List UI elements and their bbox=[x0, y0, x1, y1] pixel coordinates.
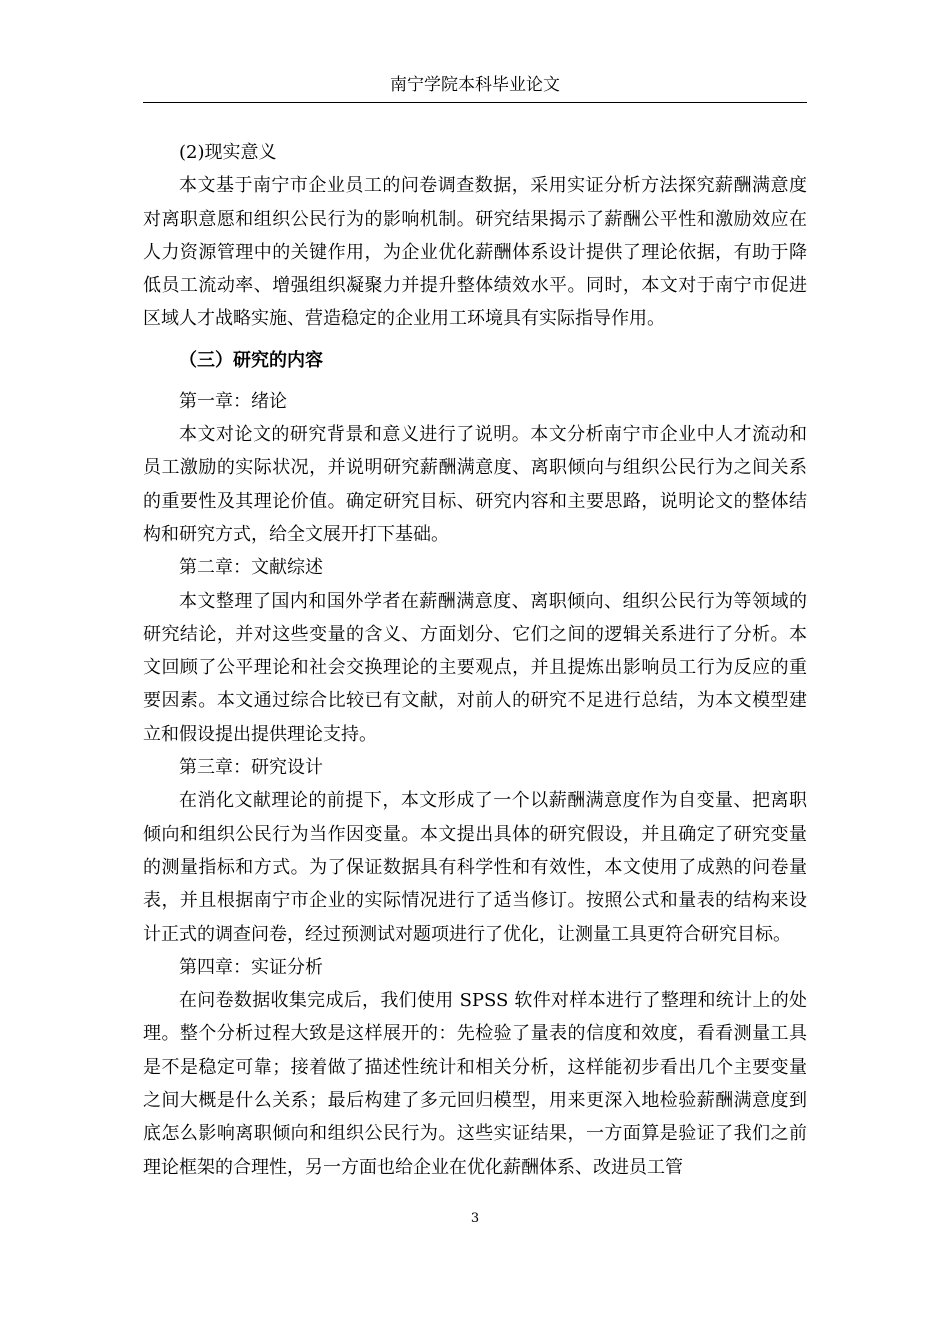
chapter-2-paragraph: 本文整理了国内和国外学者在薪酬满意度、离职倾向、组织公民行为等领域的研究结论，并对这些变量的含义、方面划分、它们之间的逻辑关系进行了分析。本文回顾了公平理论和社会交换理论的主要观点，并且提炼出影响员工行为反应的重要因素。本文通过综合比较已有文献，对前人的研究不足进行总结，为本文模型建立和假设提出提供理论支持。 bbox=[143, 590, 807, 745]
practical-significance-heading: (2)现实意义 bbox=[179, 142, 277, 163]
chapter-1-title: 第一章：绪论 bbox=[179, 390, 287, 412]
practical-significance-paragraph: 本文基于南宁市企业员工的问卷调查数据，采用实证分析方法探究薪酬满意度对离职意愿和组织公民行为的影响机制。研究结果揭示了薪酬公平性和激励效应在人力资源管理中的关键作用，为企业优化薪酬体系设计提供了理论依据，有助于降低员工流动率、增强组织凝聚力并提升整体绩效水平。同时，本文对于南宁市促进区域人才战略实施、营造稳定的企业用工环境具有实际指导作用。 bbox=[143, 175, 807, 330]
page-number: 3 bbox=[470, 1211, 480, 1226]
chapter-3-paragraph: 在消化文献理论的前提下，本文形成了一个以薪酬满意度作为自变量、把离职倾向和组织公民行为当作因变量。本文提出具体的研究假设，并且确定了研究变量的测量指标和方式。为了保证数据具有科学性和有效性，本文使用了成熟的问卷量表，并且根据南宁市企业的实际情况进行了适当修订。按照公式和量表的结构来设计正式的调查问卷，经过预测试对题项进行了优化，让测量工具更符合研究目标。 bbox=[143, 790, 807, 945]
header-divider bbox=[143, 102, 807, 103]
chapter-4-paragraph: 在问卷数据收集完成后，我们使用 SPSS 软件对样本进行了整理和统计上的处理。整个分析过程大致是这样展开的：先检验了量表的信度和效度，看看测量工具是不是稳定可靠；接着做了描述性统计和相关分析，这样能初步看出几个主要变量之间大概是什么关系；最后构建了多元回归模型，用来更深入地检验薪酬满意度到底怎么影响离职倾向和组织公民行为。这些实证结果，一方面算是验证了我们之前理论框架的合理性，另一方面也给企业在优化薪酬体系、改进员工管 bbox=[143, 990, 807, 1178]
section-heading: （三）研究的内容 bbox=[179, 349, 323, 371]
document-body bbox=[143, 136, 807, 1184]
chapter-3-title: 第三章：研究设计 bbox=[179, 757, 323, 779]
chapter-2-title: 第二章：文献综述 bbox=[179, 557, 323, 579]
page-header-title: 南宁学院本科毕业论文 bbox=[390, 75, 560, 95]
chapter-4-title: 第四章：实证分析 bbox=[179, 956, 323, 978]
chapter-1-paragraph: 本文对论文的研究背景和意义进行了说明。本文分析南宁市企业中人才流动和员工激励的实际状况，并说明研究薪酬满意度、离职倾向与组织公民行为之间关系的重要性及其理论价值。确定研究目标、研究内容和主要思路，说明论文的整体结构和研究方式，给全文展开打下基础。 bbox=[143, 424, 807, 545]
